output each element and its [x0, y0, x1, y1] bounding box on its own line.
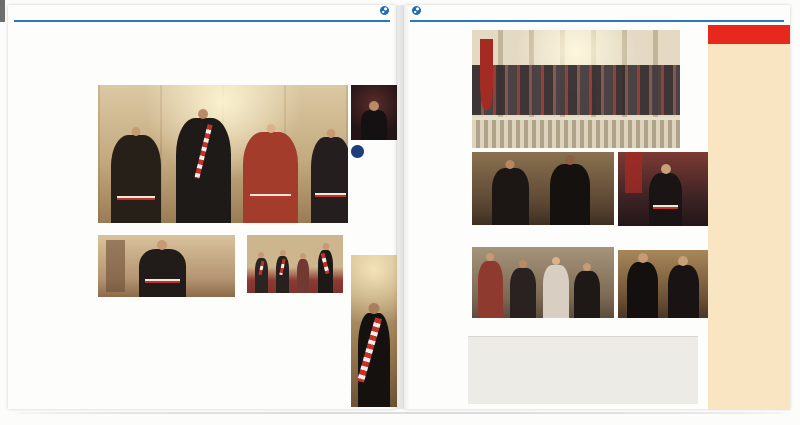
photo-monica-rubio [618, 152, 710, 226]
article-column-4 [238, 315, 304, 407]
secondary-column-2 [549, 340, 618, 386]
article-column-2 [98, 315, 162, 407]
secondary-columns [468, 340, 698, 386]
page-left [8, 5, 396, 409]
page-right [404, 5, 790, 409]
secondary-column-1 [474, 340, 543, 386]
article-column-1 [408, 27, 468, 403]
fast-forward-icon [351, 145, 364, 158]
diario16-globe-icon [380, 6, 389, 15]
pepas-title [708, 25, 790, 44]
photo-ana-jara-midis [618, 250, 710, 318]
secondary-column-3 [623, 340, 692, 386]
photo-swearing-in-main [98, 85, 348, 223]
photo-blanca-silva-waving [98, 235, 235, 297]
el-dato-body [351, 169, 397, 251]
diario16-logo [411, 6, 421, 15]
header-rule [410, 20, 784, 22]
photo-ceremony-room [247, 235, 343, 293]
photo-trivelli-group [472, 247, 614, 318]
secondary-article [468, 336, 698, 404]
photo-minister-portrait [351, 85, 397, 140]
photo-balcony-group [472, 30, 680, 148]
diario16-logo [379, 6, 389, 15]
photo-premier-talking [472, 152, 614, 225]
photo-oath-back-view [351, 255, 397, 407]
scan-corner-mark [0, 0, 5, 22]
pepas-column [708, 25, 790, 410]
diario16-globe-icon [412, 6, 421, 15]
header-rule [14, 20, 390, 22]
sheet-edge-shadow [14, 412, 786, 414]
article-column-1 [12, 99, 95, 403]
article-column-3 [168, 315, 232, 407]
pepas-items [708, 44, 790, 54]
